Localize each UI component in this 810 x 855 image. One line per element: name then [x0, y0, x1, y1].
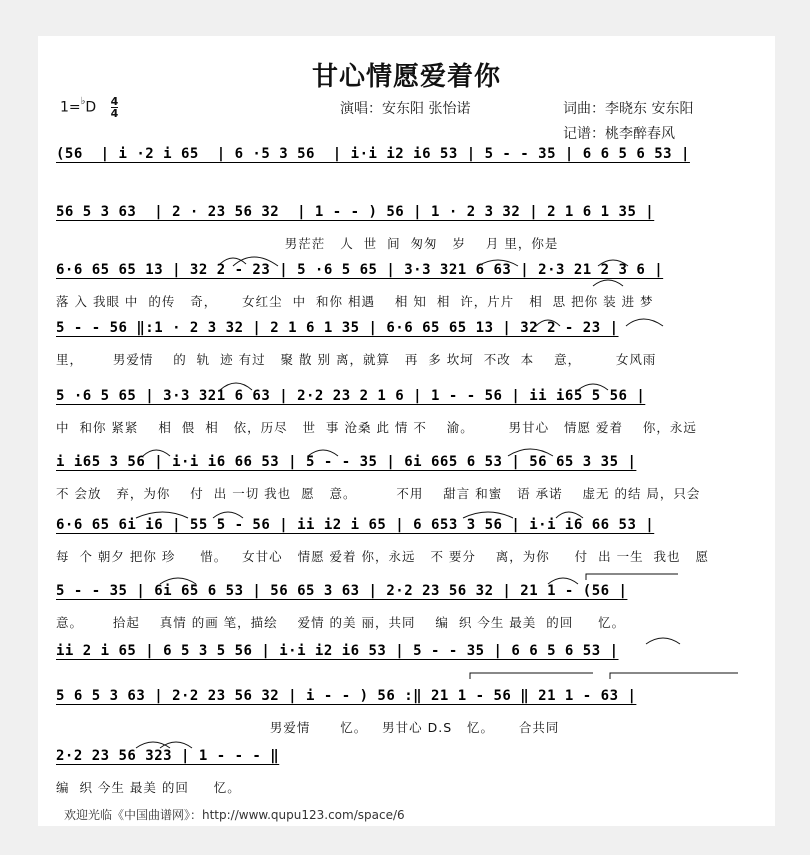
- score-line-5: [56, 388, 764, 448]
- notation: 5 - - 56 ‖:1 · 2 3 32 | 2 1 6 1 35 | 6·6 65 65 13 | 32 2 - 23 |: [56, 320, 619, 336]
- notation: 5 6 5 3 63 | 2·2 23 56 32 | i - - ) 56 :‖ 21 1 - 56 ‖ 21 1 - 63 |: [56, 688, 637, 704]
- key-signature: [60, 96, 118, 119]
- score-sheet: [38, 36, 775, 826]
- notation: ii 2 i 65 | 6 5 3 5 56 | i·i i2 i6 53 | 5 - - 35 | 6 6 5 6 53 |: [56, 643, 619, 659]
- score-line-7: [56, 517, 764, 577]
- lyrics: 意。 拾起 真情 的画 笔，描绘 爱情 的美 丽，共同 编 织 今生 最美 的回 忆。: [56, 615, 626, 630]
- notation: 6·6 65 6i i6 | 55 5 - 56 | ii i2 i 65 | 6 653 3 56 | i·i i6 66 53 |: [56, 517, 655, 533]
- time-bottom: 4: [110, 107, 119, 120]
- score-line-10: [56, 688, 764, 748]
- song-title: 甘心情愿爱着你: [311, 62, 501, 92]
- time-top: 4: [110, 95, 119, 108]
- lyrics: 男爱情 忆。 男甘心 D.S 忆。 合共同: [56, 720, 560, 735]
- notation: i i65 3 56 | i·i i6 66 53 | 5 - - 35 | 6i 665 6 53 | 56 65 3 35 |: [56, 454, 637, 470]
- lyrics: [56, 176, 764, 196]
- notation: 2·2 23 56 323 | 1 - - - ‖: [56, 748, 280, 764]
- singers-credit: 演唱：安东阳 张怡诺: [340, 101, 471, 117]
- notation: 6·6 65 65 13 | 32 2 - 23 | 5 ·6 5 65 | 3·3 321 6 63 | 2·3 21 2 3 6 |: [56, 262, 664, 278]
- score-line-3: [56, 262, 764, 322]
- notation: (56 | i ·2 i 65 | 6 ·5 3 56 | i·i i2 i6 53 | 5 - - 35 | 6 6 5 6 53 |: [56, 146, 690, 162]
- lyrics: 编 织 今生 最美 的回 忆。: [56, 780, 241, 795]
- site-footer: 欢迎光临《中国曲谱网》：http://www.qupu123.com/space/6: [64, 808, 405, 822]
- time-signature: [111, 96, 119, 119]
- lyrics: 中 和你 紧紧 相 偎 相 依，历尽 世 事 沧桑 此 情 不 渝。 男甘心 情愿 爱着 你，永远: [56, 420, 697, 435]
- score-line-6: [56, 454, 764, 514]
- lyrics: 里， 男爱情 的 轨 迹 有过 聚 散 别 离，就算 再 多 坎坷 不改 本 意， 女风雨: [56, 352, 657, 367]
- notation: 5 ·6 5 65 | 3·3 321 6 63 | 2·2 23 2 1 6 | 1 - - 56 | ii i65 5 56 |: [56, 388, 646, 404]
- score-line-4: [56, 320, 764, 380]
- lyrics: 不 会放 弃，为你 付 出 一切 我也 愿 意。 不用 甜言 和蜜 语 承诺 虚无 的结 局，只会: [56, 486, 701, 501]
- key-prefix: 1=: [60, 99, 81, 116]
- notation: 5 - - 35 | 6i 65 6 53 | 56 65 3 63 | 2·2 23 56 32 | 21 1 - (56 |: [56, 583, 628, 599]
- lyrics: 男茫茫 人 世 间 匆匆 岁 月 里，你是: [56, 236, 559, 251]
- score-line-8: [56, 583, 764, 643]
- notation: 56 5 3 63 | 2 · 23 56 32 | 1 - - ) 56 | 1 · 2 3 32 | 2 1 6 1 35 |: [56, 204, 655, 220]
- lyrics: 落 入 我眼 中 的传 奇， 女红尘 中 和你 相遇 相 知 相 许，片片 相 思 把你 装 进 梦: [56, 294, 654, 309]
- flat-sign: ♭: [80, 96, 86, 107]
- score-line-2: [56, 204, 764, 264]
- lyrics: 每 个 朝夕 把你 珍 惜。 女甘心 情愿 爱着 你，永远 不 要分 离，为你 付 出 一生 我也 愿: [56, 549, 709, 564]
- key-tonic: D: [85, 99, 97, 116]
- transcriber-credit: 记谱：桃李醉春风: [563, 126, 675, 142]
- score-line-11: [56, 748, 764, 808]
- lyricist-composer-credit: 词曲：李晓东 安东阳: [563, 101, 694, 117]
- score-line-1: [56, 146, 764, 206]
